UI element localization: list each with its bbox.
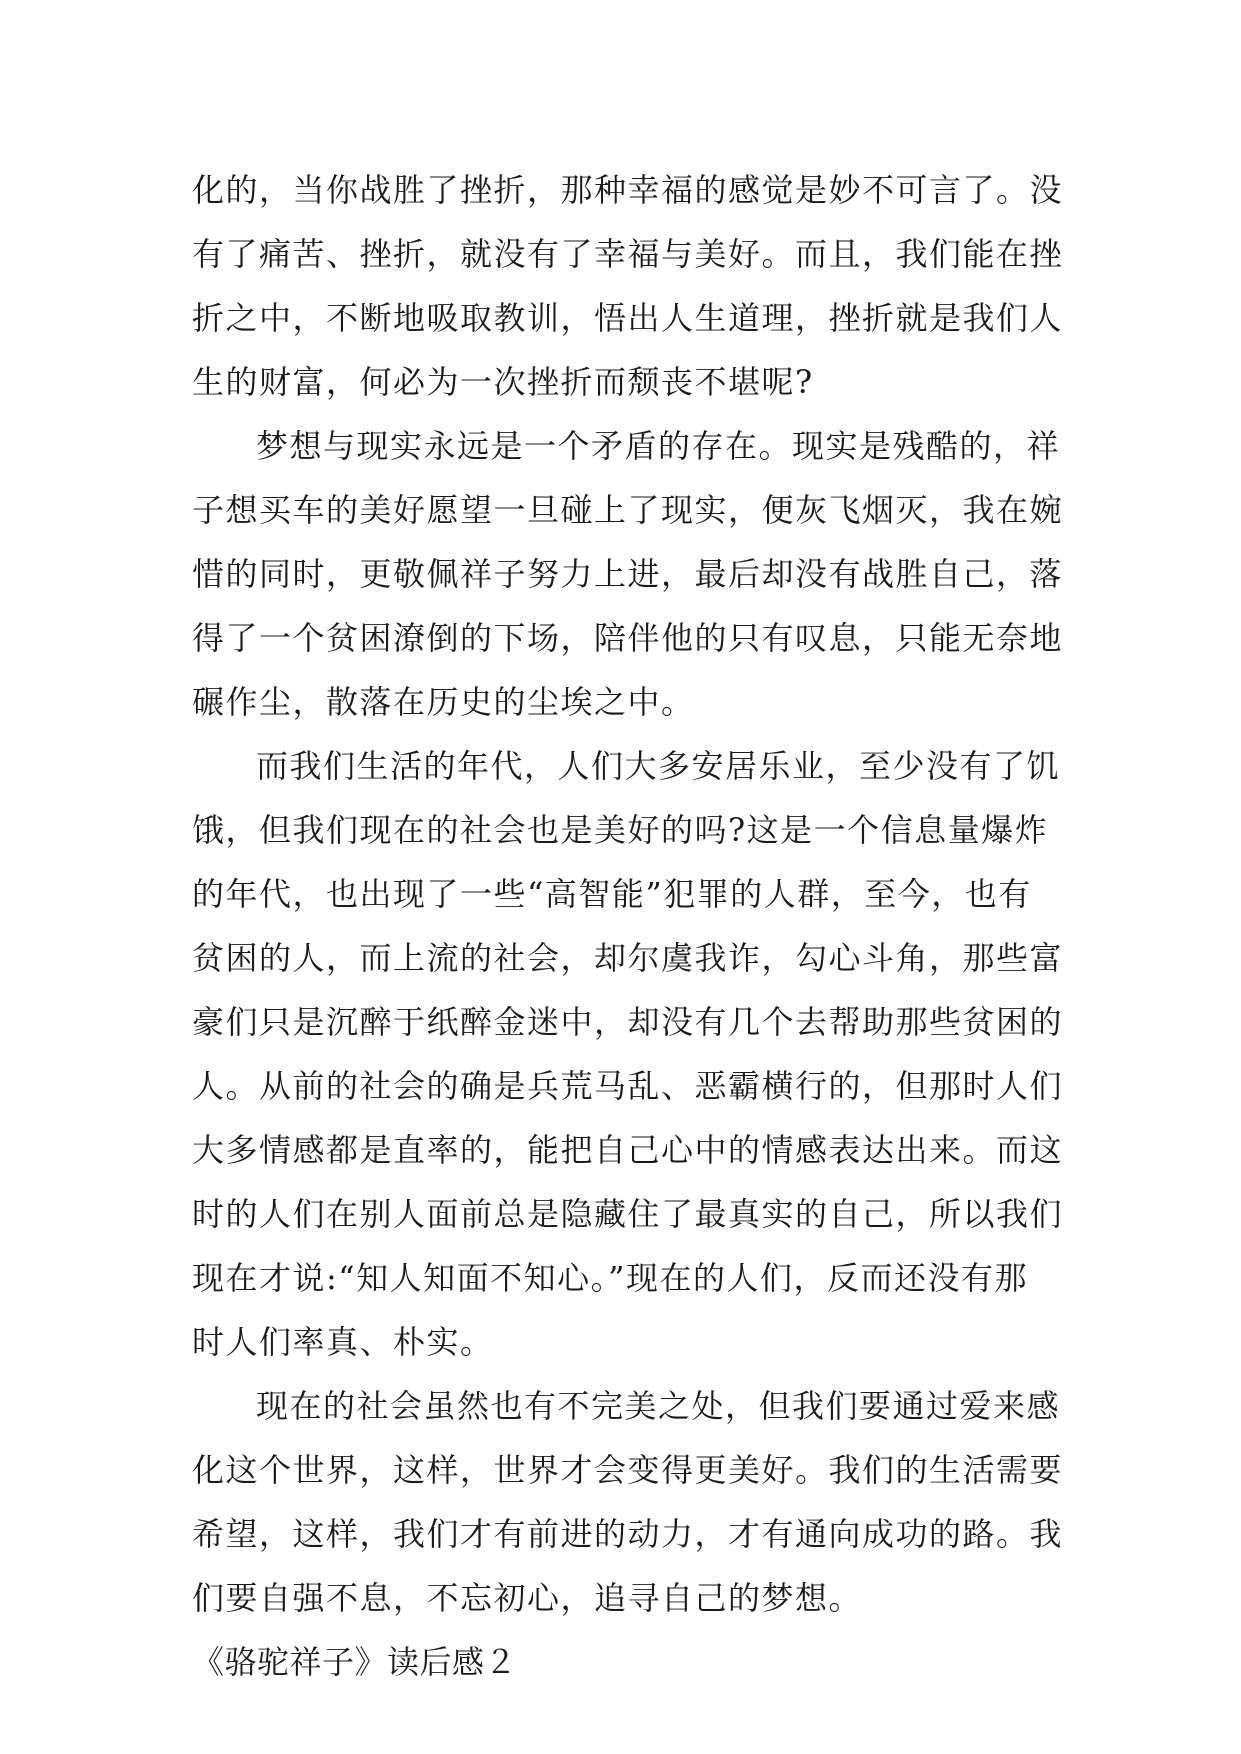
paragraph-1 xyxy=(192,158,1064,414)
paragraph-line: 化的，当你战胜了挫折，那种幸福的感觉是妙不可言了。没 xyxy=(192,171,1064,209)
paragraph-line: 得了一个贫困潦倒的下场，陪伴他的只有叹息，只能无奈地 xyxy=(192,619,1064,657)
paragraph-line: 希望，这样，我们才有前进的动力，才有通向成功的路。我 xyxy=(192,1515,1064,1553)
paragraph-line: 现在才说:“知人知面不知心。”现在的人们，反而还没有那 xyxy=(192,1259,1029,1297)
document-body xyxy=(192,158,1064,1694)
paragraph-line: 时的人们在别人面前总是隐藏住了最真实的自己，所以我们 xyxy=(192,1195,1064,1233)
paragraph-line: 的年代，也出现了一些“高智能”犯罪的人群，至今，也有 xyxy=(192,875,1032,913)
paragraph-line: 时人们率真、朴实。 xyxy=(192,1323,494,1361)
paragraph-4 xyxy=(192,1374,1064,1630)
paragraph-line: 现在的社会虽然也有不完美之处，但我们要通过爱来感 xyxy=(256,1387,1061,1425)
paragraph-line: 碾作尘，散落在历史的尘埃之中。 xyxy=(192,683,695,721)
paragraph-line: 们要自强不息，不忘初心，追寻自己的梦想。 xyxy=(192,1579,863,1617)
paragraph-line: 惜的同时，更敬佩祥子努力上进，最后却没有战胜自己，落 xyxy=(192,555,1064,593)
paragraph-line: 生的财富，何必为一次挫折而颓丧不堪呢? xyxy=(192,363,814,401)
paragraph-3 xyxy=(192,734,1064,1374)
paragraph-line: 化这个世界，这样，世界才会变得更美好。我们的生活需要 xyxy=(192,1451,1064,1489)
paragraph-line: 梦想与现实永远是一个矛盾的存在。现实是残酷的，祥 xyxy=(256,427,1061,465)
paragraph-2 xyxy=(192,414,1064,734)
paragraph-line: 折之中，不断地吸取教训，悟出人生道理，挫折就是我们人 xyxy=(192,299,1064,337)
paragraph-line: 饿，但我们现在的社会也是美好的吗?这是一个信息量爆炸 xyxy=(192,811,1049,849)
paragraph-line: 豪们只是沉醉于纸醉金迷中，却没有几个去帮助那些贫困的 xyxy=(192,1003,1064,1041)
paragraph-line: 人。从前的社会的确是兵荒马乱、恶霸横行的，但那时人们 xyxy=(192,1067,1064,1105)
paragraph-line: 而我们生活的年代，人们大多安居乐业，至少没有了饥 xyxy=(256,747,1061,785)
paragraph-line: 贫困的人，而上流的社会，却尔虞我诈，勾心斗角，那些富 xyxy=(192,939,1064,977)
paragraph-line: 子想买车的美好愿望一旦碰上了现实，便灰飞烟灭，我在婉 xyxy=(192,491,1064,529)
paragraph-line: 有了痛苦、挫折，就没有了幸福与美好。而且，我们能在挫 xyxy=(192,235,1064,273)
section-title: 《骆驼祥子》读后感２ xyxy=(192,1643,518,1681)
paragraph-line: 大多情感都是直率的，能把自己心中的情感表达出来。而这 xyxy=(192,1131,1064,1169)
